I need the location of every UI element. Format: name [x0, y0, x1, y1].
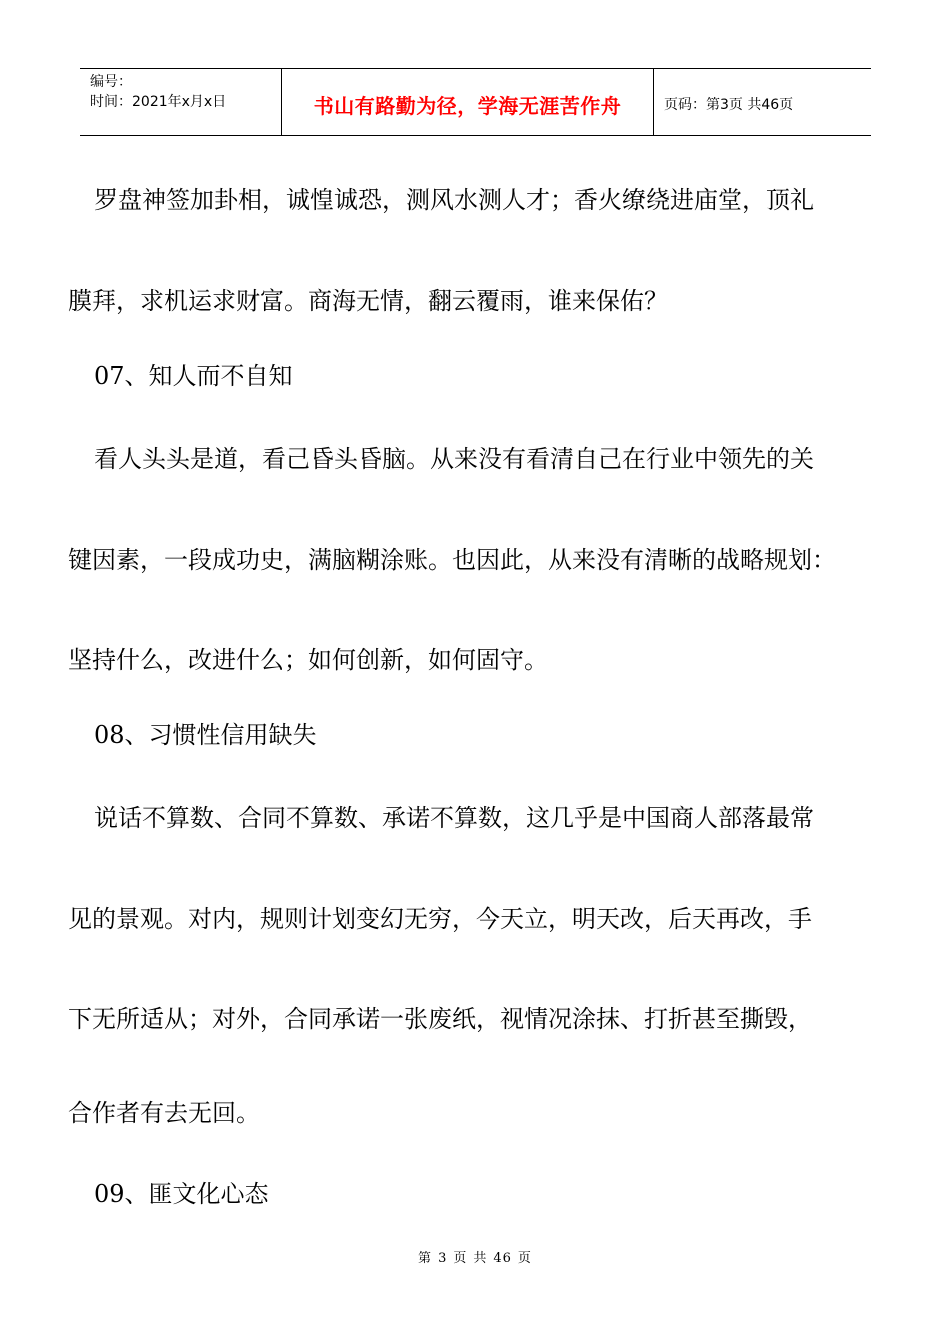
body-line: 下无所适从；对外，合同承诺一张废纸，视情况涂抹、打折甚至撕毁，: [68, 1005, 812, 1033]
header-page-info: 页码：第3页 共46页: [664, 97, 794, 113]
section-heading: 08、习惯性信用缺失: [94, 721, 317, 749]
footer-total-unit: 页: [517, 1251, 532, 1266]
body-line: 见的景观。对内，规则计划变幻无穷，今天立，明天改，后天再改，手: [68, 905, 812, 933]
header-page-cell: [654, 69, 871, 135]
footer-total-pages: 46: [493, 1251, 512, 1266]
body-line: 合作者有去无回。: [68, 1099, 260, 1127]
document-number-label: 编号：: [90, 74, 132, 90]
page-header: [80, 68, 871, 136]
body-line: 说话不算数、合同不算数、承诺不算数，这几乎是中国商人部落最常: [94, 804, 814, 832]
body-line: 键因素，一段成功史，满脑糊涂账。也因此，从来没有清晰的战略规划：: [68, 546, 836, 574]
section-heading: 09、匪文化心态: [94, 1180, 269, 1208]
body-line: 罗盘神签加卦相，诚惶诚恐，测风水测人才；香火缭绕进庙堂，顶礼: [94, 186, 814, 214]
page-footer: [0, 1247, 950, 1266]
footer-current-page: 3: [438, 1251, 448, 1266]
header-motto-cell: [281, 69, 654, 135]
footer-total-prefix: 共: [473, 1251, 488, 1266]
document-date-label: 时间：2021年x月x日: [90, 94, 227, 110]
body-line: 坚持什么，改进什么；如何创新，如何固守。: [68, 646, 548, 674]
body-line: 膜拜，求机运求财富。商海无情，翻云覆雨，谁来保佑？: [68, 287, 668, 315]
footer-page-unit: 页: [453, 1251, 468, 1266]
header-meta-cell: [80, 69, 281, 135]
body-line: 看人头头是道，看己昏头昏脑。从来没有看清自己在行业中领先的关: [94, 445, 814, 473]
footer-prefix: 第: [418, 1251, 433, 1266]
header-motto: 书山有路勤为径，学海无涯苦作舟: [313, 93, 622, 118]
section-heading: 07、知人而不自知: [94, 362, 293, 390]
